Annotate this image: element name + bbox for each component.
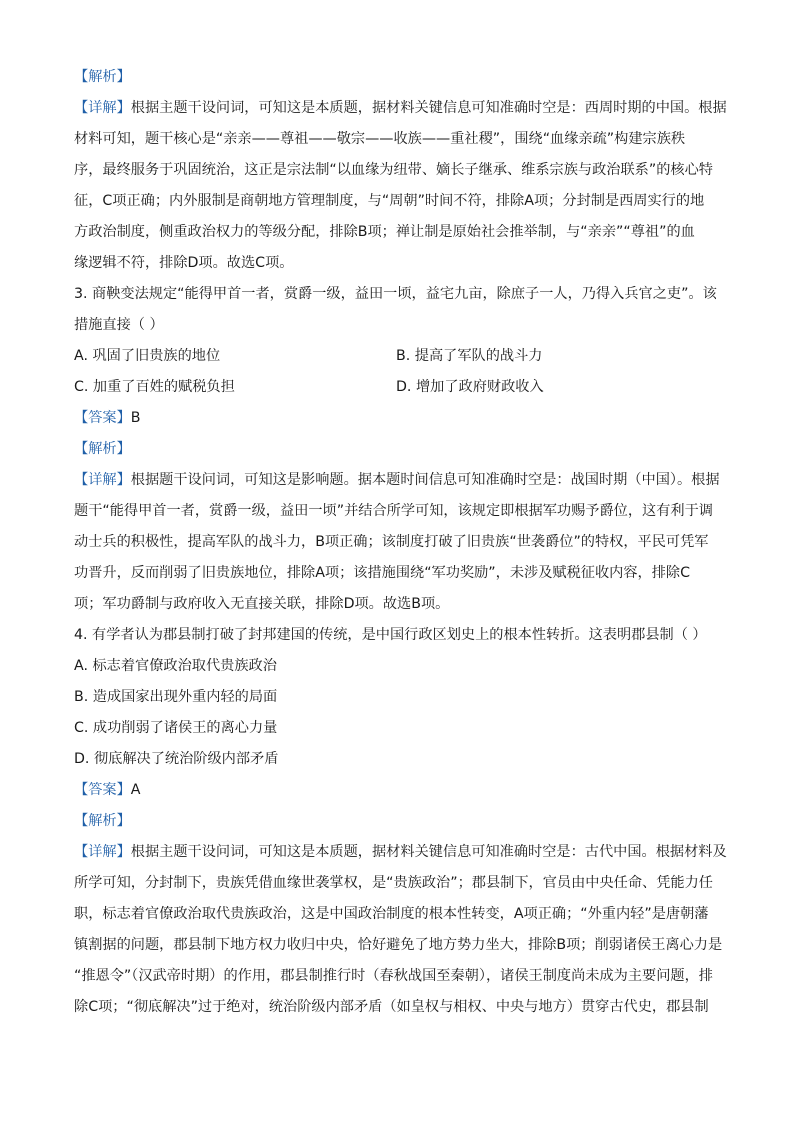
answer-line: [74, 775, 720, 806]
option-d: D. 增加了政府财政收入: [396, 379, 544, 395]
detail-line: 项；军功爵制与政府收入无直接关联，排除D项。故选B项。: [74, 596, 450, 612]
detail-tag: 【详解】: [74, 472, 131, 488]
option-b: B. 提高了军队的战斗力: [396, 348, 543, 364]
detail-tag: 【详解】: [74, 100, 131, 116]
detail-tag: 【详解】: [74, 844, 131, 860]
detail-line: 序，最终服务于巩固统治，这正是宗法制“以血缘为纽带、嫡长子继承、维系宗族与政治联系”的核心特: [74, 162, 713, 178]
detail-line: 职，标志着官僚政治取代贵族政治，这是中国政治制度的根本性转变，A项正确；“外重内轻”是唐朝藩: [74, 906, 709, 922]
option-a: A. 标志着官僚政治取代贵族政治: [74, 658, 277, 674]
detail-line: “推恩令”（汉武帝时期）的作用，郡县制推行时（春秋战国至秦朝），诸侯王制度尚未成为主要问题，排: [74, 968, 713, 984]
detail-line: 镇割据的问题，郡县制下地方权力收归中央，恰好避免了地方势力坐大，排除B项；削弱诸侯王离心力是: [74, 937, 723, 953]
answer-tag: 【答案】: [74, 410, 131, 426]
detail-text: 根据主题干设问词，可知这是本质题，据材料关键信息可知准确时空是：古代中国。根据材料及: [130, 844, 727, 860]
option-a: A. 巩固了旧贵族的地位: [74, 348, 221, 364]
detail-line: [74, 465, 720, 496]
detail-line: 功晋升，反而削弱了旧贵族地位，排除A项；该措施围绕“军功奖励”，未涉及赋税征收内容，排除C: [74, 565, 691, 581]
analysis-tag: 【解析】: [74, 441, 131, 457]
answer-tag: 【答案】: [74, 782, 131, 798]
detail-line: 题干“能得甲首一者，赏爵一级，益田一顷”并结合所学可知，该规定即根据军功赐予爵位，这有利于调: [74, 503, 713, 519]
option-d: D. 彻底解决了统治阶级内部矛盾: [74, 751, 279, 767]
question-3-options-row: [74, 341, 720, 372]
document-page: [74, 62, 727, 1023]
question-3-stem: 措施直接（ ）: [74, 317, 164, 333]
analysis-heading: [74, 434, 720, 465]
question-3-stem: 3. 商鞅变法规定“能得甲首一者，赏爵一级，益田一顷，益宅九亩，除庶子一人，乃得入兵官之吏”。该: [74, 286, 717, 302]
detail-line: 材料可知，题干核心是“亲亲——尊祖——敬宗——收族——重社稷”，围绕“血缘亲疏”构建宗族秩: [74, 131, 686, 147]
detail-line: 征，C项正确；内外服制是商朝地方管理制度，与“周朝”时间不符，排除A项；分封制是西周实行的地: [74, 193, 705, 209]
answer-value: A: [130, 782, 141, 798]
analysis-heading: [74, 806, 720, 837]
detail-line: 动士兵的积极性，提高军队的战斗力，B项正确；该制度打破了旧贵族“世袭爵位”的特权，平民可凭军: [74, 534, 709, 550]
answer-value: B: [130, 410, 141, 426]
detail-line: [74, 837, 727, 868]
analysis-tag: 【解析】: [74, 69, 131, 85]
analysis-tag: 【解析】: [74, 813, 131, 829]
detail-line: 缘逻辑不符，排除D项。故选C项。: [74, 255, 294, 271]
option-c: C. 成功削弱了诸侯王的离心力量: [74, 720, 278, 736]
detail-text: 根据主题干设问词，可知这是本质题，据材料关键信息可知准确时空是：西周时期的中国。根据: [130, 100, 727, 116]
detail-line: 除C项；“彻底解决”过于绝对，统治阶级内部矛盾（如皇权与相权、中央与地方）贯穿古代史，郡县制: [74, 999, 709, 1015]
question-4-stem: 4. 有学者认为郡县制打破了封邦建国的传统，是中国行政区划史上的根本性转折。这表明郡县制（ ）: [74, 627, 707, 643]
answer-line: [74, 403, 720, 434]
detail-line: 所学可知，分封制下，贵族凭借血缘世袭掌权，是“贵族政治”；郡县制下，官员由中央任命、凭能力任: [74, 875, 713, 891]
detail-text: 根据题干设问词，可知这是影响题。据本题时间信息可知准确时空是：战国时期（中国）。根据: [130, 472, 720, 488]
detail-line: 方政治制度，侧重政治权力的等级分配，排除B项；禅让制是原始社会推举制，与“亲亲”“尊祖”的血: [74, 224, 695, 240]
detail-line: [74, 93, 727, 124]
analysis-heading: [74, 62, 720, 93]
question-3-options-row: [74, 372, 720, 403]
option-b: B. 造成国家出现外重内轻的局面: [74, 689, 278, 705]
option-c: C. 加重了百姓的赋税负担: [74, 379, 235, 395]
